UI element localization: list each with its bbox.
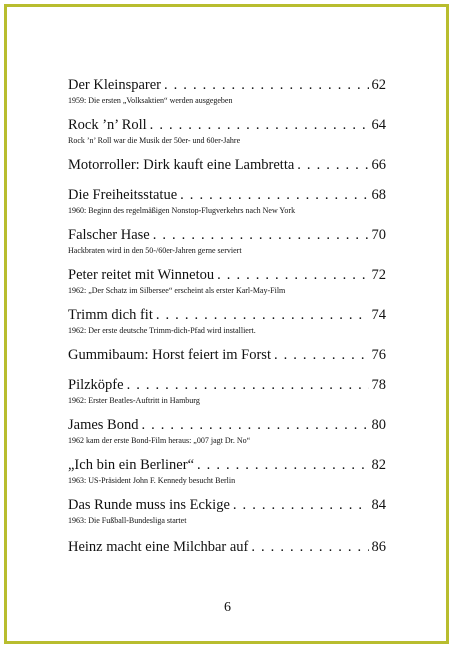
toc-entry-subtitle: 1963: Die Fußball-Bundesliga startet (68, 516, 187, 525)
toc-entry-line (68, 456, 386, 474)
toc-entry-line (68, 346, 386, 364)
toc-entry-subtitle: 1959: Die ersten „Volksaktien“ werden ausgegeben (68, 96, 233, 105)
toc-entry-line (68, 266, 386, 284)
toc-leader-dots (217, 266, 368, 284)
toc-entry (68, 456, 386, 486)
toc-entry-subtitle: Rock ’n’ Roll war die Musik der 50er- und 60er-Jahre (68, 136, 241, 145)
toc-leader-dots (274, 346, 369, 364)
toc-entry (68, 76, 386, 106)
toc-entry-line (68, 76, 386, 94)
toc-entry (68, 306, 386, 336)
toc-entry-page: 72 (371, 267, 386, 283)
toc-leader-dots (150, 116, 369, 134)
toc-entry-page: 74 (371, 307, 386, 323)
toc-entry (68, 416, 386, 446)
toc-entry (68, 226, 386, 256)
toc-entry-page: 64 (371, 117, 386, 133)
toc-entry (68, 538, 386, 556)
toc-entry-page: 86 (371, 539, 386, 555)
toc-entry-subtitle: 1962: Der erste deutsche Trimm-dich-Pfad wird installiert. (68, 326, 256, 335)
toc-entry-page: 82 (371, 457, 386, 473)
toc-leader-dots (156, 306, 369, 324)
toc-entry-title: Trimm dich fit (68, 307, 153, 323)
toc-entry (68, 156, 386, 174)
toc-entry-page: 80 (371, 417, 386, 433)
toc-entry-line (68, 156, 386, 174)
toc-entry (68, 116, 386, 146)
toc-entry-title: Heinz macht eine Milchbar auf (68, 539, 249, 555)
toc-leader-dots (233, 496, 369, 514)
toc-entry-subtitle: 1962 kam der erste Bond-Film heraus: „007 jagt Dr. No“ (68, 436, 251, 445)
toc-entry (68, 186, 386, 216)
toc-entry-subtitle: 1962: Erster Beatles-Auftritt in Hamburg (68, 396, 200, 405)
toc-entry-subtitle: 1962: „Der Schatz im Silbersee“ erscheint als erster Karl-May-Film (68, 286, 286, 295)
toc-entry (68, 376, 386, 406)
toc-entry-line (68, 306, 386, 324)
toc-entry-line (68, 538, 386, 556)
toc-entry-page: 70 (371, 227, 386, 243)
toc-entry (68, 266, 386, 296)
toc-entry-page: 84 (371, 497, 386, 513)
toc-entry-line (68, 416, 386, 434)
toc-entry-title: Die Freiheitsstatue (68, 187, 178, 203)
toc-entry-title: Das Runde muss ins Eckige (68, 497, 230, 513)
toc-leader-dots (164, 76, 369, 94)
toc-entry-title: Der Kleinsparer (68, 77, 161, 93)
toc-leader-dots (197, 456, 368, 474)
toc-leader-dots (127, 376, 369, 394)
toc-leader-dots (141, 416, 368, 434)
toc-entry-subtitle: 1960: Beginn des regelmäßigen Nonstop-Flugverkehrs nach New York (68, 206, 296, 215)
toc-leader-dots (297, 156, 368, 174)
toc-entry-line (68, 226, 386, 244)
table-of-contents (68, 76, 386, 556)
toc-entry-title: James Bond (68, 417, 139, 433)
toc-entry-subtitle: 1963: US-Präsident John F. Kennedy besucht Berlin (68, 476, 236, 485)
toc-entry-line (68, 186, 386, 204)
toc-entry-title: Rock ’n’ Roll (68, 117, 147, 133)
toc-entry-line (68, 376, 386, 394)
toc-entry-title: Falscher Hase (68, 227, 150, 243)
toc-entry-title: Peter reitet mit Winnetou (68, 267, 215, 283)
toc-entry-title: „Ich bin ein Berliner“ (68, 457, 195, 473)
toc-entry-page: 62 (371, 77, 386, 93)
toc-entry-page: 78 (371, 377, 386, 393)
toc-entry (68, 346, 386, 364)
toc-entry-line (68, 496, 386, 514)
toc-entry-title: Motorroller: Dirk kauft eine Lambretta (68, 157, 295, 173)
toc-entry-subtitle: Hackbraten wird in den 50-/60er-Jahren gerne serviert (68, 246, 242, 255)
toc-entry-page: 76 (371, 347, 386, 363)
toc-entry-page: 66 (371, 157, 386, 173)
page-number: 6 (224, 600, 231, 615)
toc-leader-dots (180, 186, 368, 204)
toc-entry-title: Gummibaum: Horst feiert im Forst (68, 347, 271, 363)
toc-leader-dots (251, 538, 368, 556)
toc-entry (68, 496, 386, 526)
toc-entry-line (68, 116, 386, 134)
toc-entry-title: Pilzköpfe (68, 377, 124, 393)
toc-leader-dots (153, 226, 369, 244)
toc-entry-page: 68 (371, 187, 386, 203)
